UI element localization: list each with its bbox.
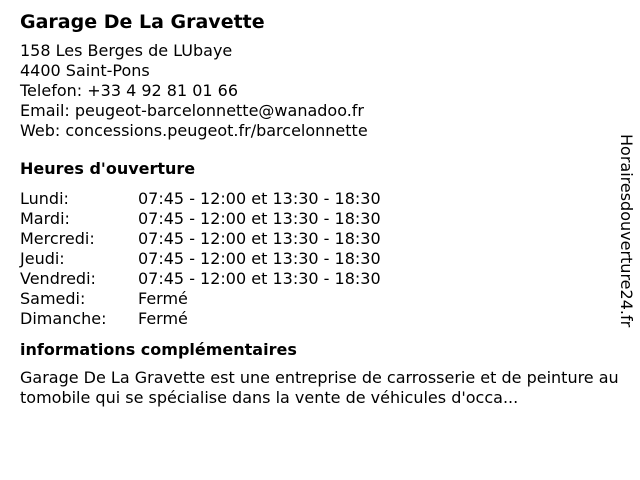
hours-row-dimanche: [20, 309, 381, 329]
contact-block: [20, 41, 620, 141]
day-label: Jeudi:: [20, 249, 65, 268]
info-heading: informations complémentaires: [20, 340, 297, 359]
business-card: [20, 10, 620, 408]
business-name: Garage De La Gravette: [20, 11, 265, 33]
day-label: Mardi:: [20, 209, 70, 228]
day-label: Samedi:: [20, 289, 86, 308]
hours-row-samedi: [20, 289, 381, 309]
info-description: Garage De La Gravette est une entreprise de carrosserie et de peinture automobile qui se spécialise dans la vente de véhicules d'occa...: [20, 368, 619, 407]
day-hours: 07:45 - 12:00 et 13:30 - 18:30: [138, 229, 381, 248]
hours-row-vendredi: [20, 269, 381, 289]
day-hours: Fermé: [138, 289, 188, 308]
hours-row-lundi: [20, 189, 381, 209]
day-label: Mercredi:: [20, 229, 95, 248]
day-label: Lundi:: [20, 189, 69, 208]
day-hours: 07:45 - 12:00 et 13:30 - 18:30: [138, 269, 381, 288]
site-watermark: Horairesdouverture24.fr: [617, 134, 636, 328]
day-label: Dimanche:: [20, 309, 107, 328]
hours-row-mercredi: [20, 229, 381, 249]
hours-heading: Heures d'ouverture: [20, 159, 196, 178]
day-label: Vendredi:: [20, 269, 96, 288]
day-hours: 07:45 - 12:00 et 13:30 - 18:30: [138, 209, 381, 228]
address-street: 158 Les Berges de LUbaye: [20, 41, 233, 60]
phone-line: Telefon: +33 4 92 81 01 66: [20, 81, 239, 100]
day-hours: Fermé: [138, 309, 188, 328]
day-hours: 07:45 - 12:00 et 13:30 - 18:30: [138, 249, 381, 268]
address-city: 4400 Saint-Pons: [20, 61, 150, 80]
hours-row-jeudi: [20, 249, 381, 269]
day-hours: 07:45 - 12:00 et 13:30 - 18:30: [138, 189, 381, 208]
email-line: Email: peugeot-barcelonnette@wanadoo.fr: [20, 101, 365, 120]
hours-row-mardi: [20, 209, 381, 229]
web-line: Web: concessions.peugeot.fr/barcelonnette: [20, 121, 368, 140]
hours-table: [20, 189, 381, 329]
